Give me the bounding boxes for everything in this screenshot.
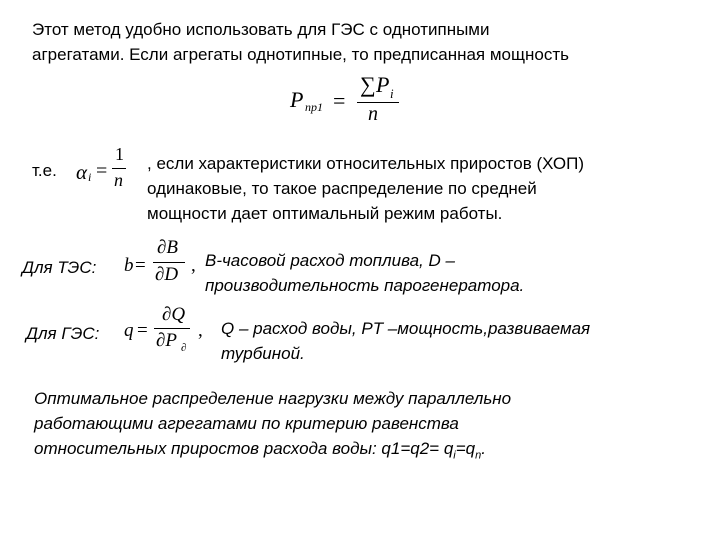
formula-tes-fraction-bar <box>153 262 185 263</box>
formula-ges-fraction-bar <box>154 328 190 329</box>
formula-tes-eq: = <box>135 255 146 276</box>
formula-ges-num: ∂Q <box>162 304 186 325</box>
conclusion-line-3 <box>34 436 486 468</box>
intro-line-2: агрегатами. Если агрегаты однотипные, то предписанная мощность <box>32 45 569 64</box>
formula-p-num: P <box>376 72 390 97</box>
tes-text-1: В-часовой расход топлива, D – <box>205 251 455 270</box>
formula-ges-den-sub: ∂ <box>181 342 187 354</box>
formula-alpha-fraction-bar <box>112 168 126 169</box>
formula-p-lhs-sub: пр1 <box>305 100 323 114</box>
formula-p-sum: ∑ <box>360 72 376 97</box>
formula-p-fraction-bar <box>357 102 399 103</box>
ges-text-1: Q – расход воды, PT –мощность,развиваемая <box>221 319 591 338</box>
formula-p-den: n <box>368 103 378 125</box>
conclusion-line-1: Оптимальное распределение нагрузки между параллельно <box>34 389 512 408</box>
formula-ges-comma: , <box>198 320 203 341</box>
ges-text-2: турбиной. <box>221 344 305 363</box>
conclusion-line-3-mid: =q <box>455 439 476 458</box>
formula-p-lhs: P <box>290 87 304 112</box>
conclusion-sub-n: n <box>475 449 482 462</box>
te-text-2: одинаковые, то такое распределение по средней <box>147 179 537 198</box>
conclusion-line-2: работающими агрегатами по критерию равенства <box>34 414 459 433</box>
te-label: т.е. <box>32 161 57 180</box>
formula-p-eq: = <box>333 88 346 113</box>
formula-ges-den: ∂P <box>156 330 177 351</box>
conclusion-line-3-end: . <box>481 439 486 458</box>
formula-tes-lhs: b <box>124 255 134 276</box>
te-text-3: мощности дает оптимальный режим работы. <box>147 204 503 223</box>
intro-line-1: Этот метод удобно использовать для ГЭС с однотипными <box>32 20 490 39</box>
formula-alpha-den: n <box>114 170 123 190</box>
formula-tes-num: ∂B <box>157 237 178 258</box>
formula-alpha-lhs: α <box>76 160 88 184</box>
formula-tes-den: ∂D <box>155 264 179 285</box>
te-text-1: , если характеристики относительных приростов (ХОП) <box>147 154 584 173</box>
formula-alpha-eq: = <box>96 160 108 182</box>
tes-text-2: производительность парогенератора. <box>205 276 525 295</box>
formula-p-num-sub: i <box>390 86 394 101</box>
formula-ges-eq: = <box>137 320 148 341</box>
conclusion-sub-i: i <box>453 449 456 462</box>
ges-label: Для ГЭС: <box>26 324 100 343</box>
formula-tes-comma: , <box>191 255 196 276</box>
conclusion-line-3-prefix: относительных приростов расхода воды: q1=q2= q <box>34 439 454 458</box>
tes-label: Для ТЭС: <box>22 258 97 277</box>
formula-ges-lhs: q <box>124 320 134 341</box>
formula-alpha-sub: i <box>88 170 92 184</box>
formula-alpha-num: 1 <box>115 144 124 164</box>
